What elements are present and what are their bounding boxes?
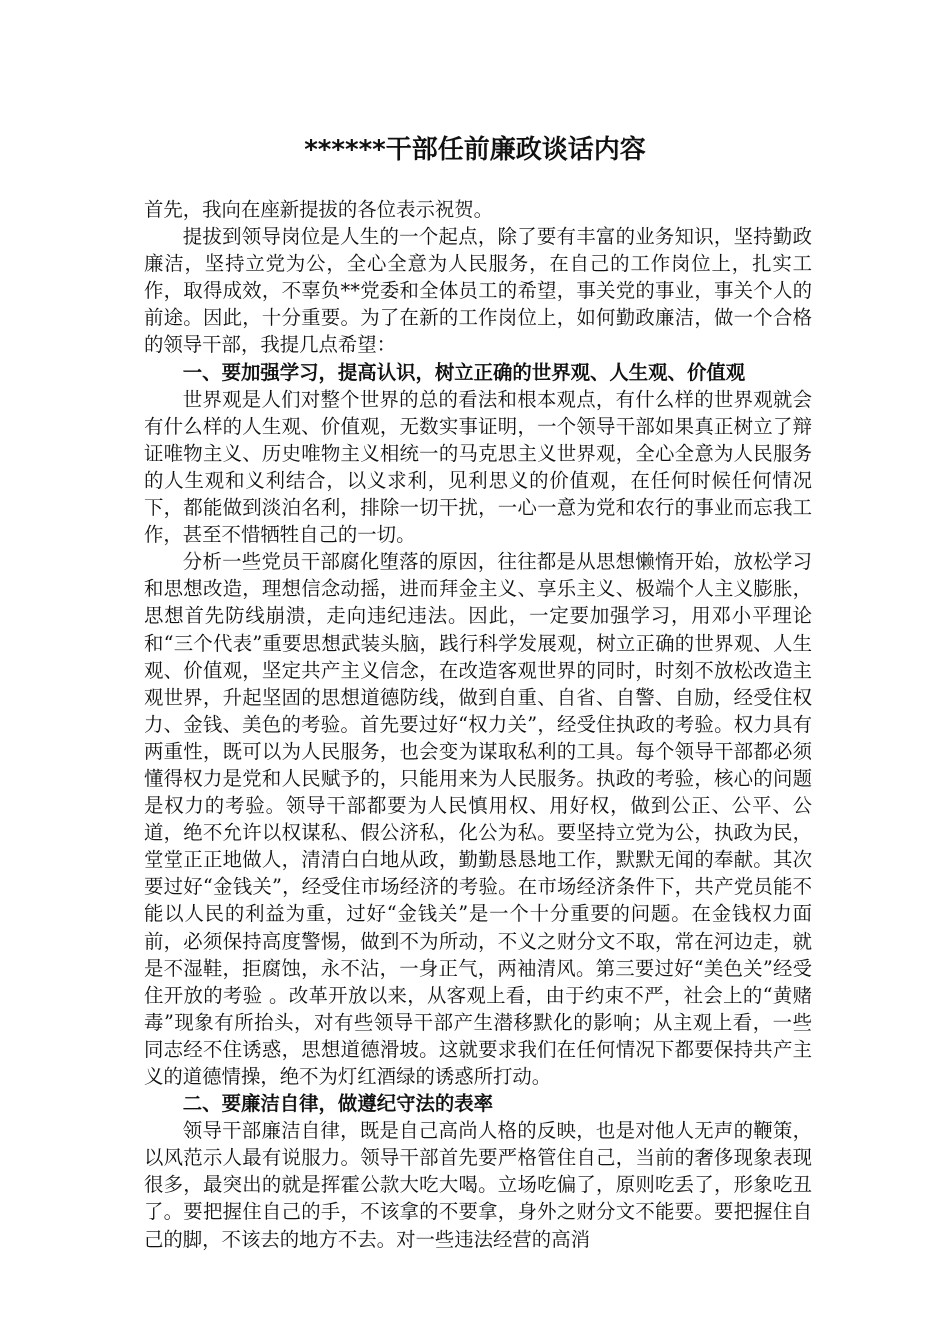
paragraph-worldview: 世界观是人们对整个世界的总的看法和根本观点，有什么样的世界观就会有什么样的人生观、价值观，无数实事证明，一个领导干部如果真正树立了辩证唯物主义、历史唯物主义相统一的马克思主义世界观，全心全意为人民服务的人生观和义利结合，以义求利，见利思义的价值观，在任何时候任何情况下，都能做到淡泊名利，排除一切干扰，一心一意为党和农行的事业而忘我工作，甚至不惜牺牲自己的一切。 xyxy=(144,387,812,547)
paragraph-intro: 提拔到领导岗位是人生的一个起点，除了要有丰富的业务知识，坚持勤政廉洁，坚持立党为公，全心全意为人民服务，在自己的工作岗位上，扎实工作，取得成效，不辜负**党委和全体员工的希望，事关党的事业，事关个人的前途。因此，十分重要。为了在新的工作岗位上，如何勤政廉洁，做一个合格的领导干部，我提几点希望： xyxy=(144,225,812,357)
paragraph-analysis: 分析一些党员干部腐化堕落的原因，往往都是从思想懒惰开始，放松学习和思想改造，理想信念动摇，进而拜金主义、享乐主义、极端个人主义膨胀，思想首先防线崩溃，走向违纪违法。因此，一定要加强学习，用邓小平理论和“三个代表”重要思想武装头脑，践行科学发展观，树立正确的世界观、人生观、价值观，坚定共产主义信念，在改造客观世界的同时，时刻不放松改造主观世界，升起坚固的思想道德防线，做到自重、自省、自警、自励，经受住权力、金钱、美色的考验。首先要过好“权力关”，经受住执政的考验。权力具有两重性，既可以为人民服务，也会变为谋取私利的工具。每个领导干部都必须懂得权力是党和人民赋予的，只能用来为人民服务。执政的考验，核心的问题是权力的考验。领导干部都要为人民慎用权、用好权，做到公正、公平、公道，绝不允许以权谋私、假公济私，化公为私。要坚持立党为公，执政为民，堂堂正正地做人，清清白白地从政，勤勤恳恳地工作，默默无闻的奉献。其次要过好“金钱关”，经受住市场经济的考验。在市场经济条件下，共产党员能不能以人民的利益为重，过好“金钱关”是一个十分重要的问题。在金钱权力面前，必须保持高度警惕，做到不为所动，不义之财分文不取，常在河边走，就是不湿鞋，拒腐蚀，永不沾，一身正气，两袖清风。第三要过好“美色关”经受住开放的考验 。改革开放以来，从客观上看，由于约束不严，社会上的“黄赌毒”现象有所抬头，对有些领导干部产生潜移默化的影响；从主观上看，一些同志经不住诱惑，思想道德滑坡。这就要求我们在任何情况下都要保持共产主义的道德情操，绝不为灯红酒绿的诱惑所打动。 xyxy=(144,550,812,1088)
document-body xyxy=(144,196,812,1253)
paragraph-self-discipline: 领导干部廉洁自律，既是自己高尚人格的反映，也是对他人无声的鞭策，以风范示人最有说服力。领导干部首先要严格管住自己，当前的奢侈现象表现很多，最突出的就是挥霍公款大吃大喝。立场吃偏了，原则吃丢了，形象吃丑了。要把握住自己的手，不该拿的不要拿，身外之财分文不能要。要把握住自己的脚，不该去的地方不去。对一些违法经营的高消 xyxy=(144,1119,812,1251)
paragraph-greeting: 首先，我向在座新提拔的各位表示祝贺。 xyxy=(144,198,494,221)
section-heading-2: 二、要廉洁自律，做遵纪守法的表率 xyxy=(182,1092,494,1116)
document-title: ******干部任前廉政谈话内容 xyxy=(304,135,646,165)
section-heading-1: 一、要加强学习，提高认识，树立正确的世界观、人生观、价值观 xyxy=(182,360,746,384)
